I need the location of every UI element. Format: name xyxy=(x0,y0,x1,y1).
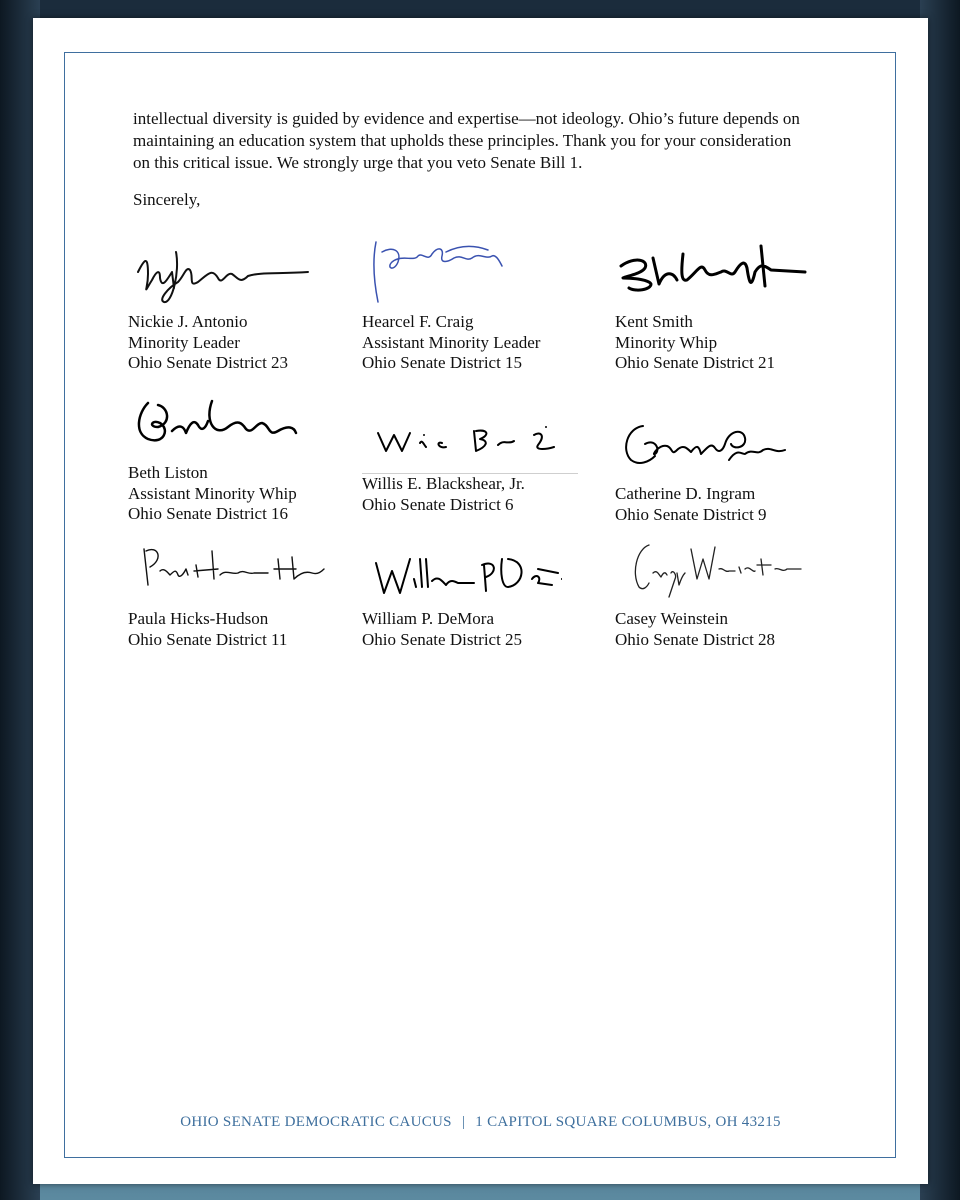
signer-district: Ohio Senate District 11 xyxy=(128,629,288,649)
closing: Sincerely, xyxy=(133,190,201,209)
signature-icon xyxy=(128,232,328,312)
signer-district: Ohio Senate District 9 xyxy=(615,504,767,524)
signer-title: Assistant Minority Whip xyxy=(128,483,297,503)
signer-name: Beth Liston xyxy=(128,463,208,482)
signature-icon xyxy=(362,389,562,469)
signature-icon xyxy=(128,529,328,609)
signer-district: Ohio Senate District 16 xyxy=(128,504,289,523)
signer-demora xyxy=(362,529,602,650)
signer-smith xyxy=(615,232,855,374)
letterhead-footer xyxy=(33,1114,928,1131)
signer-district: Ohio Senate District 28 xyxy=(615,629,776,649)
signer-title: Minority Leader xyxy=(128,332,240,352)
signer-name: Paula Hicks-Hudson xyxy=(128,609,269,628)
signer-district: Ohio Senate District 6 xyxy=(362,494,514,514)
signer-antonio xyxy=(128,232,368,374)
body-line: maintaining an education system that upholds these principles. Thank you for your consideration xyxy=(133,131,792,150)
signer-blackshear xyxy=(362,389,602,515)
signer-name: Catherine D. Ingram xyxy=(615,484,756,503)
signature-icon xyxy=(615,404,815,484)
signer-name: William P. DeMora xyxy=(362,609,494,628)
signer-name: Willis E. Blackshear, Jr. xyxy=(362,474,525,493)
signer-name: Hearcel F. Craig xyxy=(362,312,474,331)
signer-name: Casey Weinstein xyxy=(615,609,729,628)
signer-name: Nickie J. Antonio xyxy=(128,312,248,331)
signer-district: Ohio Senate District 23 xyxy=(128,353,289,372)
signer-liston xyxy=(128,383,368,525)
signature-icon xyxy=(362,529,562,609)
signer-craig xyxy=(362,232,602,374)
signature-icon xyxy=(615,232,815,312)
signature-icon xyxy=(128,383,328,463)
signer-district: Ohio Senate District 15 xyxy=(362,353,523,372)
footer-separator: | xyxy=(461,1114,466,1130)
signer-district: Ohio Senate District 25 xyxy=(362,629,523,649)
signer-title: Assistant Minority Leader xyxy=(362,332,541,352)
footer-address: 1 CAPITOL SQUARE COLUMBUS, OH 43215 xyxy=(475,1114,781,1130)
signer-weinstein xyxy=(615,529,855,650)
signer-name: Kent Smith xyxy=(615,312,693,331)
body-line: on this critical issue. We strongly urge that you veto Senate Bill 1. xyxy=(133,153,583,172)
letter-page xyxy=(33,18,928,1184)
signature-icon xyxy=(362,232,562,312)
signer-hicks-hudson xyxy=(128,529,368,650)
body-line: intellectual diversity is guided by evidence and expertise—not ideology. Ohio’s future depends on xyxy=(133,109,800,128)
letter-body xyxy=(133,108,843,174)
signer-district: Ohio Senate District 21 xyxy=(615,353,776,372)
signature-icon xyxy=(615,529,815,609)
footer-org: OHIO SENATE DEMOCRATIC CAUCUS xyxy=(180,1114,452,1130)
signer-ingram xyxy=(615,404,855,525)
signer-title: Minority Whip xyxy=(615,332,718,352)
